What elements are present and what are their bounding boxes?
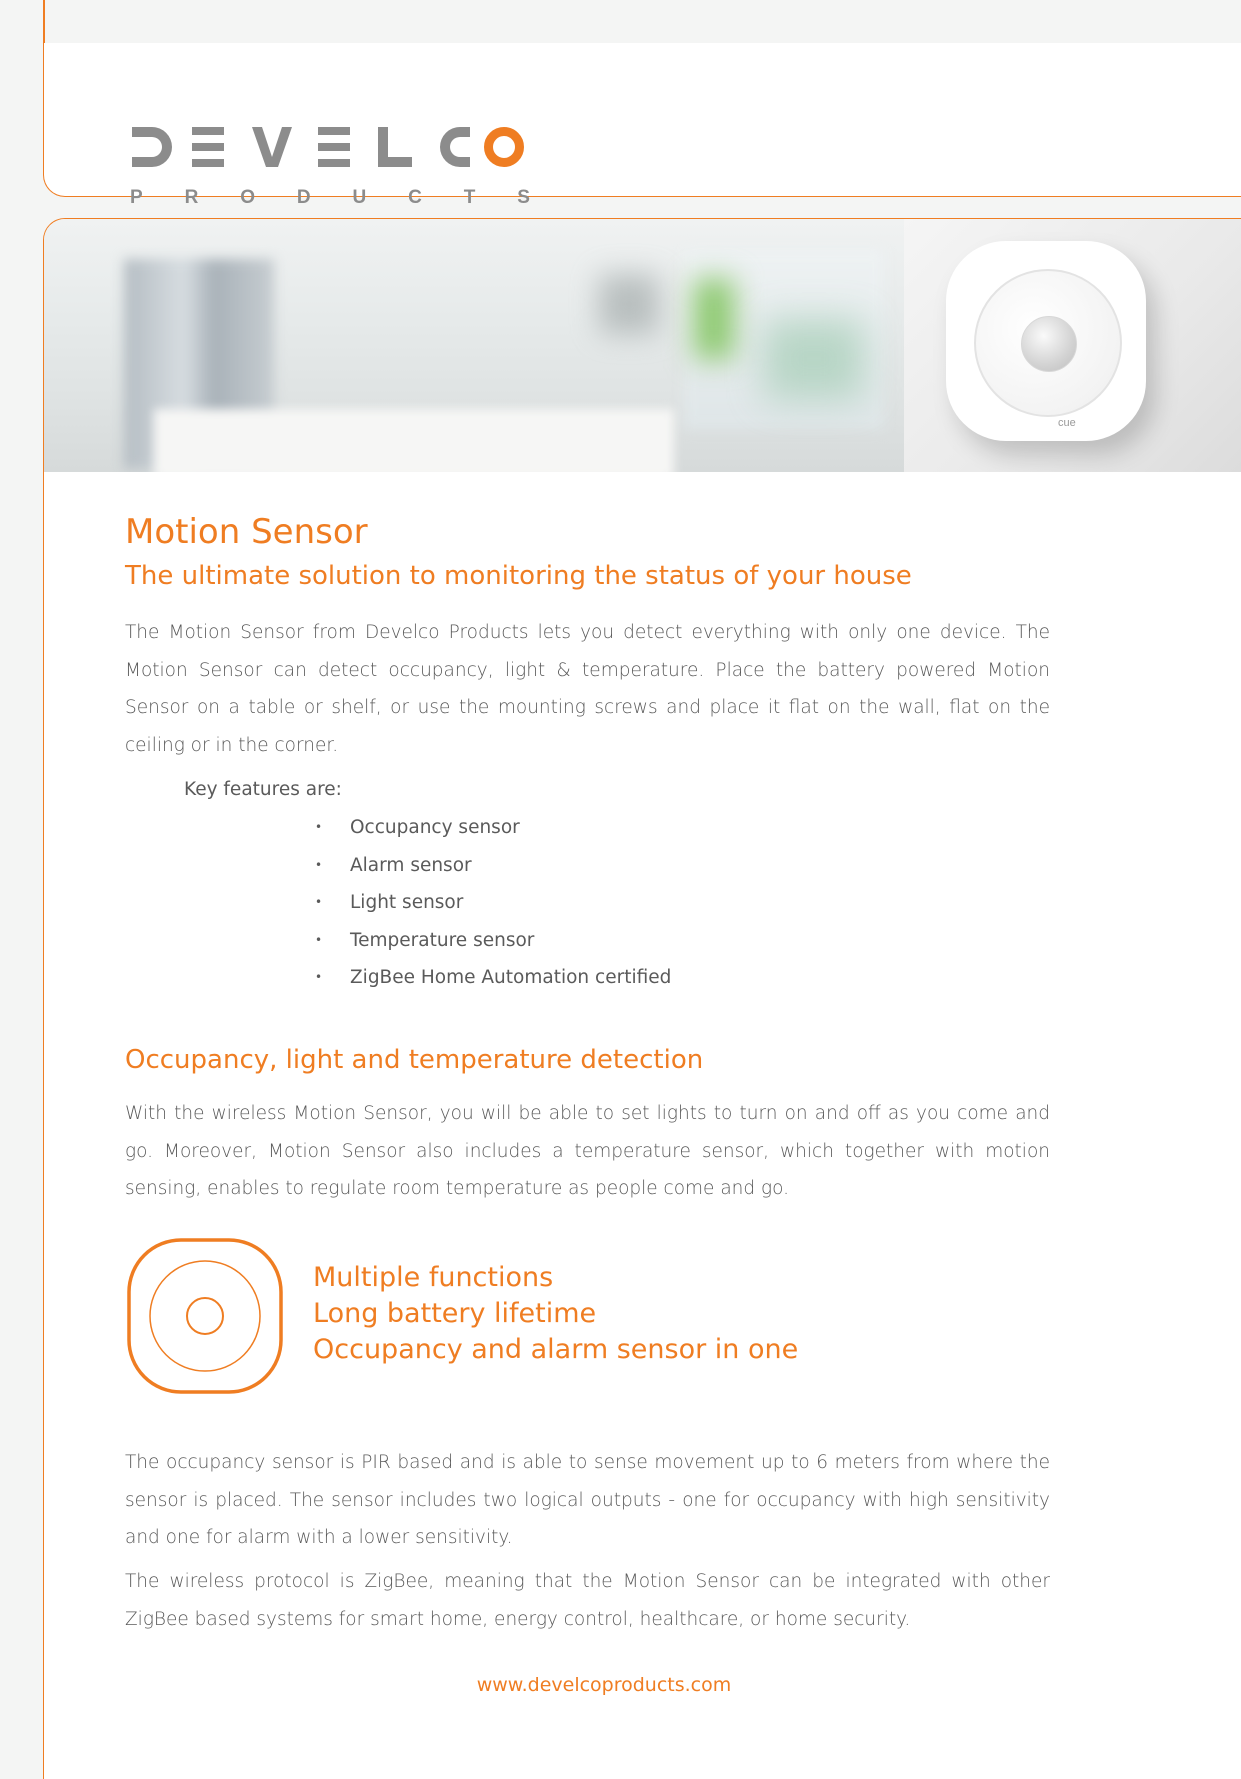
logo-letter: T — [463, 187, 476, 208]
motion-sensor-photo — [904, 219, 1241, 472]
main-card — [43, 218, 1241, 1779]
section-heading: Occupancy, light and temperature detection — [125, 1045, 704, 1075]
develco-logo — [130, 123, 530, 208]
page-subtitle: The ultimate solution to monitoring the status of your house — [125, 561, 912, 591]
develco-logo-mark — [130, 123, 530, 171]
logo-letter: S — [517, 187, 530, 208]
key-features-list — [315, 809, 671, 997]
key-features-label: Key features are: — [184, 779, 342, 800]
motion-sensor-icon — [125, 1236, 285, 1396]
sensor-ring — [974, 269, 1122, 417]
logo-letter: P — [130, 187, 143, 208]
logo-letter: C — [408, 187, 422, 208]
list-item: • ZigBee Home Automation certified — [315, 959, 671, 997]
sensor-lens — [1021, 316, 1077, 372]
function-item: Long battery lifetime — [313, 1298, 597, 1329]
sensor-body — [946, 241, 1146, 441]
section-paragraph: With the wireless Motion Sensor, you will be able to set lights to turn on and off as you come and go. Moreover, Motion Sensor also includes a temperature sensor, which together with motion sensing, enables to regulate room temperature as people come and go. — [125, 1103, 1050, 1200]
function-item: Occupancy and alarm sensor in one — [313, 1334, 799, 1365]
list-item: • Temperature sensor — [315, 922, 671, 960]
header — [43, 43, 1241, 208]
hero-banner — [44, 219, 1241, 472]
intro-paragraph: The Motion Sensor from Develco Products lets you detect everything with only one device. The Motion Sensor can detect occupancy, light & temperature. Place the battery powered Motion Sensor on a table or shelf, or use the mounting screws and place it flat on the wall, flat on the ceiling or in the corner. — [125, 622, 1050, 757]
logo-letter: R — [184, 187, 199, 208]
device-brand-label: cue — [1058, 417, 1076, 429]
list-item: • Light sensor — [315, 884, 671, 922]
list-item: • Occupancy sensor — [315, 809, 671, 847]
function-item: Multiple functions — [313, 1262, 554, 1293]
logo-letter: U — [352, 187, 367, 208]
functions-list — [313, 1260, 798, 1368]
website-link[interactable]: www.develcoproducts.com — [476, 1674, 732, 1696]
zigbee-paragraph: The wireless protocol is ZigBee, meaning that the Motion Sensor can be integrated with other ZigBee based systems for smart home, energy control, healthcare, or home security. — [125, 1571, 1050, 1630]
logo-letter: D — [296, 187, 311, 208]
occupancy-paragraph: The occupancy sensor is PIR based and is able to sense movement up to 6 meters from where the sensor is placed. The sensor includes two logical outputs - one for occupancy with high sensitivity and one for alarm with a lower sensitivity. — [125, 1452, 1050, 1549]
logo-subtext — [130, 187, 530, 209]
list-item: • Alarm sensor — [315, 847, 671, 885]
page-title: Motion Sensor — [125, 512, 368, 552]
logo-letter: O — [240, 187, 255, 208]
kitchen-photo — [44, 219, 904, 472]
